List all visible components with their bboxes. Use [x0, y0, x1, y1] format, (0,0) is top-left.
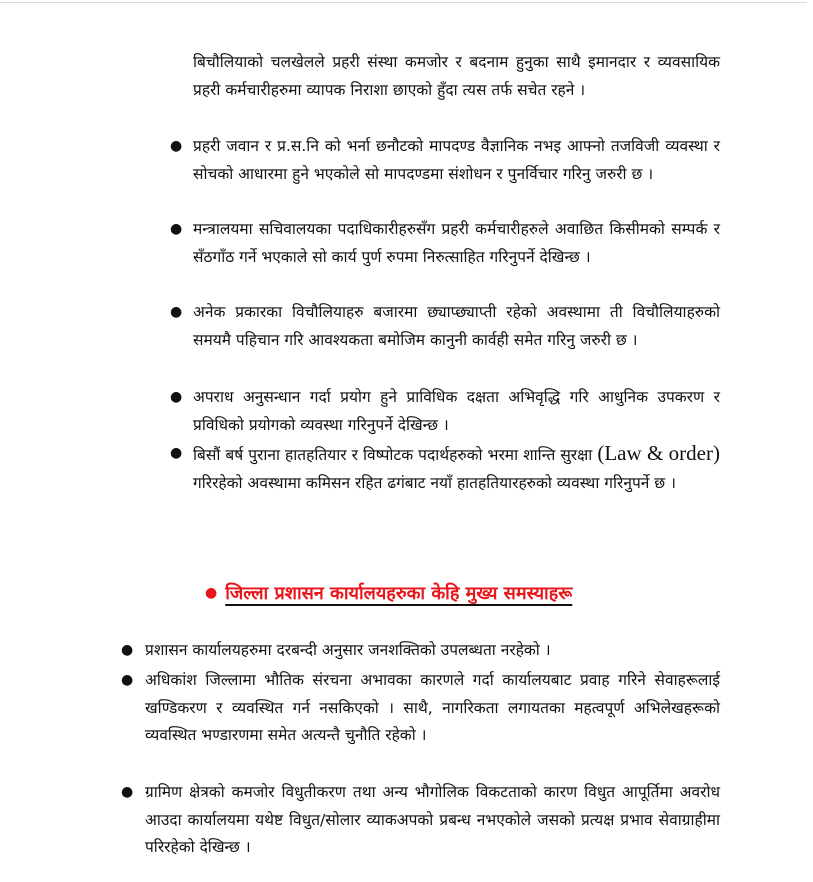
list-item: प्रशासन कार्यालयहरुमा दरबन्दी अनुसार जनशक्तिको उपलब्धता नरहेको । — [145, 641, 551, 659]
continuation-paragraph: बिचौलियाको चलखेलले प्रहरी संस्था कमजोर र बदनाम हुनुका साथै इमानदार र व्यवसायिक प्रहरी कर्मचारीहरुमा व्यापक निराशा छाएको हुँदा त्यस तर्फ सचेत रहने । — [193, 53, 720, 99]
section-heading — [205, 578, 645, 609]
list-item-text: गरिरहेको अवस्थामा कमिसन रहित ढगंबाट नयाँ हातहतियारहरुको व्यवस्था गरिनुपर्ने छ । — [193, 473, 676, 492]
page-top-rule — [0, 2, 807, 3]
list-item: अनेक प्रकारका विचौलियाहरु बजारमा छ्याप्छ्याप्ती रहेको अवस्थामा ती विचौलियाहरुको समयमै पहिचान गरि आवश्यकता बमोजिम कानुनी कार्वही समेत गरिनु जरुरी छ । — [193, 303, 720, 349]
bullet-icon: ● — [121, 642, 134, 658]
bullet-icon: ● — [170, 304, 183, 320]
bullet-icon: ● — [170, 138, 183, 154]
list-item: अधिकांश जिल्लामा भौतिक संरचना अभावका कारणले गर्दा कार्यालयबाट प्रवाह गरिने सेवाहरूलाई खण्डिकरण र व्यवस्थित गर्न नसकिएको । साथै, नागरिकता लगायतका महत्वपूर्ण अभिलेखहरूको व्यवस्थित भण्डारणमा समेत अत्यन्तै चुनौति रहेको । — [145, 671, 720, 744]
bullet-icon: ● — [170, 445, 183, 461]
list-item: ग्रामिण क्षेत्रको कमजोर विधुतीकरण तथा अन्य भौगोलिक विकटताको कारण विधुत आपूर्तिमा अवरोध आउदा कार्यालयमा यथेष्ट विधुत/सोलार व्याकअपको प्रबन्ध नभएकोले जसको प्रत्यक्ष प्रभाव सेवाग्राहीमा परिरहेको देखिन्छ । — [145, 783, 720, 856]
law-order-term: (Law & order) — [597, 441, 720, 465]
list-item: अपराध अनुसन्धान गर्दा प्रयोग हुने प्राविधिक दक्षता अभिवृद्धि गरि आधुनिक उपकरण र प्रविधिको प्रयोगको व्यवस्था गरिनुपर्ने देखिन्छ । — [193, 388, 720, 434]
heading-bullet-icon: ● — [205, 585, 218, 601]
bullet-icon: ● — [121, 672, 134, 688]
list-item — [193, 440, 720, 497]
list-item-text: बिसौं बर्ष पुराना हातहतियार र विष्पोटक पदार्थहरुको भरमा शान्ति सुरक्षा — [193, 446, 593, 464]
list-item: प्रहरी जवान र प्र.स.नि को भर्ना छनौटको मापदण्ड वैज्ञानिक नभइ आफ्नो तजविजी व्यवस्था र सोचको आधारमा हुने भएकोले सो मापदण्डमा संशोधन र पुनर्विचार गरिनु जरुरी छ । — [193, 137, 720, 183]
list-item: मन्त्रालयमा सचिवालयका पदाधिकारीहरुसँग प्रहरी कर्मचारीहरुले अवाछित किसीमको सम्पर्क र सँठगाँठ गर्ने भएकाले सो कार्य पुर्ण रुपमा निरुत्साहित गरिनुपर्ने देखिन्छ । — [193, 220, 720, 266]
heading-text: जिल्ला प्रशासन कार्यालयहरुका केहि मुख्य समस्याहरू — [225, 583, 573, 604]
bullet-icon: ● — [170, 221, 183, 237]
bullet-icon: ● — [121, 784, 134, 800]
bullet-icon: ● — [170, 389, 183, 405]
